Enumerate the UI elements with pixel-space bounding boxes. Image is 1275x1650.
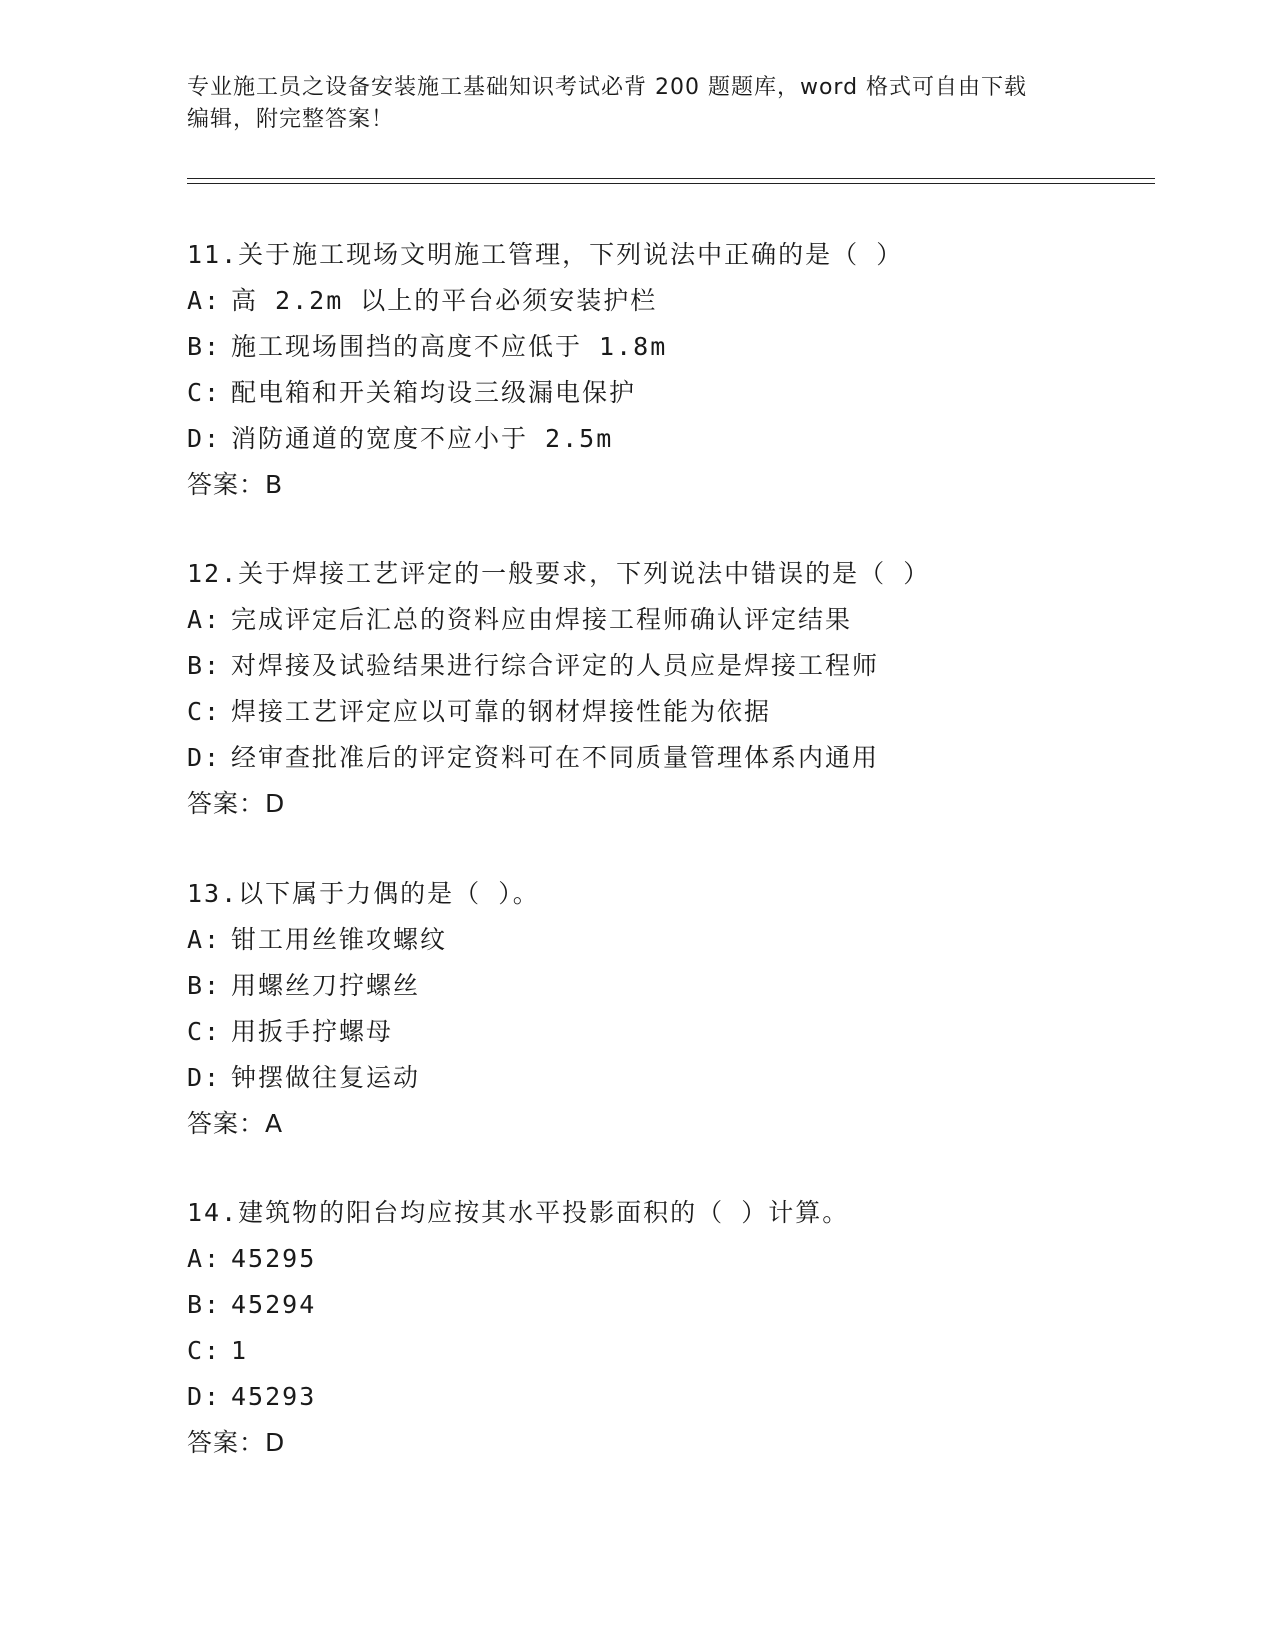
option-d bbox=[187, 735, 1147, 781]
document-header bbox=[187, 72, 1087, 136]
option-text: 45294 bbox=[231, 1290, 317, 1319]
option-text: 用扳手拧螺母 bbox=[231, 1017, 394, 1046]
option-text: 配电箱和开关箱均设三级漏电保护 bbox=[231, 378, 637, 407]
option-text: 45295 bbox=[231, 1244, 317, 1273]
option-text: 钟摆做往复运动 bbox=[231, 1063, 421, 1092]
header-title-line-1: 专业施工员之设备安装施工基础知识考试必背 200 题题库，word 格式可自由下载 bbox=[187, 75, 1028, 100]
answer-line: 答案：B bbox=[187, 470, 284, 499]
option-text: 钳工用丝锥攻螺纹 bbox=[231, 925, 448, 954]
question-stem: 11.关于施工现场文明施工管理，下列说法中正确的是（ ） bbox=[187, 240, 904, 269]
option-label: A: bbox=[187, 1244, 222, 1273]
option-text: 45293 bbox=[231, 1382, 317, 1411]
option-text: 消防通道的宽度不应小于 2.5m bbox=[231, 424, 614, 453]
question-stem: 14.建筑物的阳台均应按其水平投影面积的（ ）计算。 bbox=[187, 1198, 850, 1227]
option-text: 高 2.2m 以上的平台必须安装护栏 bbox=[231, 286, 658, 315]
option-a bbox=[187, 917, 1147, 963]
option-c bbox=[187, 689, 1147, 735]
header-title-line-2: 编辑，附完整答案！ bbox=[187, 107, 395, 132]
option-d bbox=[187, 1055, 1147, 1101]
option-label: C: bbox=[187, 1336, 222, 1365]
option-label: B: bbox=[187, 332, 222, 361]
option-label: C: bbox=[187, 378, 222, 407]
option-a bbox=[187, 1236, 1147, 1282]
option-label: A: bbox=[187, 605, 222, 634]
option-a bbox=[187, 597, 1147, 643]
question-13 bbox=[187, 871, 1147, 1147]
option-label: A: bbox=[187, 286, 222, 315]
option-d bbox=[187, 1374, 1147, 1420]
option-c bbox=[187, 370, 1147, 416]
option-label: B: bbox=[187, 651, 222, 680]
option-b bbox=[187, 643, 1147, 689]
option-b bbox=[187, 324, 1147, 370]
option-label: D: bbox=[187, 424, 222, 453]
option-text: 经审查批准后的评定资料可在不同质量管理体系内通用 bbox=[231, 743, 880, 772]
option-text: 1 bbox=[231, 1336, 249, 1365]
option-label: D: bbox=[187, 1063, 222, 1092]
option-label: D: bbox=[187, 1382, 222, 1411]
question-stem: 13.以下属于力偶的是（ ）。 bbox=[187, 879, 540, 908]
option-label: B: bbox=[187, 971, 222, 1000]
option-label: C: bbox=[187, 697, 222, 726]
question-12 bbox=[187, 551, 1147, 827]
option-text: 焊接工艺评定应以可靠的钢材焊接性能为依据 bbox=[231, 697, 772, 726]
question-stem: 12.关于焊接工艺评定的一般要求，下列说法中错误的是（ ） bbox=[187, 559, 931, 588]
answer-line: 答案：A bbox=[187, 1109, 284, 1138]
option-label: A: bbox=[187, 925, 222, 954]
option-text: 用螺丝刀拧螺丝 bbox=[231, 971, 421, 1000]
question-11 bbox=[187, 232, 1147, 508]
option-label: D: bbox=[187, 743, 222, 772]
option-b bbox=[187, 963, 1147, 1009]
answer-line: 答案：D bbox=[187, 789, 286, 818]
option-text: 对焊接及试验结果进行综合评定的人员应是焊接工程师 bbox=[231, 651, 880, 680]
option-text: 完成评定后汇总的资料应由焊接工程师确认评定结果 bbox=[231, 605, 853, 634]
option-label: C: bbox=[187, 1017, 222, 1046]
option-a bbox=[187, 278, 1147, 324]
question-14 bbox=[187, 1190, 1147, 1466]
header-divider-bottom bbox=[187, 183, 1155, 184]
header-divider-top bbox=[187, 178, 1155, 179]
option-c bbox=[187, 1009, 1147, 1055]
option-text: 施工现场围挡的高度不应低于 1.8m bbox=[231, 332, 668, 361]
option-label: B: bbox=[187, 1290, 222, 1319]
option-d bbox=[187, 416, 1147, 462]
option-c bbox=[187, 1328, 1147, 1374]
answer-line: 答案：D bbox=[187, 1428, 286, 1457]
option-b bbox=[187, 1282, 1147, 1328]
